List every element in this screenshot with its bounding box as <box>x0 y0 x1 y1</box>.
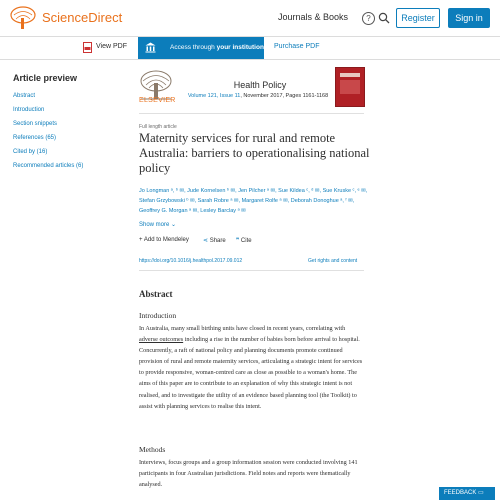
brand-name[interactable]: ScienceDirect <box>42 10 123 25</box>
methods-paragraph: Interviews, focus groups and a group information session were conducted involving 141 participants in four Australian jurisdictions. Field notes and reports were thematically analysed. <box>139 459 358 489</box>
sidebar-item-introduction[interactable]: Introduction <box>13 107 45 113</box>
introduction-paragraph <box>139 323 364 412</box>
article-toolbar <box>0 37 500 60</box>
cover-title-band <box>340 73 360 77</box>
doi-link[interactable]: https://doi.org/10.1016/j.healthpol.2017.09.012 <box>139 258 243 264</box>
access-through-institution-button[interactable] <box>138 37 264 59</box>
add-to-mendeley-label: Add to Mendeley <box>143 237 189 243</box>
adverse-outcomes-link[interactable]: adverse outcomes <box>139 336 184 344</box>
author-line[interactable]: Geoffrey G. Morgan ᵃ ✉, Lesley Barclay ᵃ ✉ <box>139 208 246 214</box>
cite-label: Cite <box>240 238 252 244</box>
help-icon[interactable]: ? <box>362 12 375 25</box>
cover-art <box>340 80 360 94</box>
intro-text-start: In Australia, many small birthing units have closed in recent years, correlating with <box>139 325 346 332</box>
intro-text-end: including a rise in the number of babies born before arrival to hospital. Concurrently, a raft of national policy and planning documents promote continued provision of rural and remote maternity services, articulating a strategic intent for services to provide responsive, woman-centred care as close as possible to a woman's home. The aims of this paper are to contribute to an explanation of why this strategic intent is not realised, and to investigate the utility of an evidence based planning tool (the Toolkit) to assist with planning services to realise this intent. <box>139 336 363 410</box>
access-prefix: Access through <box>170 44 217 51</box>
sidebar-item-recommended-articles[interactable]: Recommended articles (6) <box>13 163 84 169</box>
sidebar-item-abstract[interactable]: Abstract <box>13 93 36 99</box>
abstract-heading: Abstract <box>139 289 173 299</box>
quote-icon: ❞ <box>236 238 240 244</box>
methods-heading: Methods <box>139 445 166 454</box>
volume-issue-link[interactable]: Volume 121, Issue 11 <box>187 93 241 99</box>
access-strong: your institution <box>216 44 264 51</box>
institution-icon <box>145 42 156 53</box>
sidebar-title: Article preview <box>13 73 78 83</box>
article-type: Full length article <box>139 124 177 130</box>
show-more-label: Show more <box>139 222 170 228</box>
rights-link[interactable]: Get rights and content <box>308 258 358 264</box>
pdf-icon <box>83 42 92 53</box>
chat-bubble-icon: ▭ <box>478 490 484 496</box>
sidebar-item-references[interactable]: References (65) <box>13 135 57 141</box>
register-button[interactable]: Register <box>396 8 440 28</box>
divider <box>139 113 364 114</box>
feedback-label: FEEDBACK <box>444 490 477 496</box>
journal-title-link[interactable]: Health Policy <box>233 80 287 90</box>
access-label <box>170 44 264 51</box>
chevron-down-icon: ⌄ <box>171 222 177 228</box>
share-label: Share <box>209 238 226 244</box>
publisher-name: ELSEVIER <box>139 97 176 104</box>
search-icon[interactable] <box>378 12 390 24</box>
author-line[interactable]: Stefan Grzybowski ᵇ ✉, Sarah Robre ᵃ ✉, Margaret Rolfe ᵃ ✉, Deborah Donoghue ᵃ, ᶠ ✉, <box>139 198 355 204</box>
add-to-mendeley-button[interactable] <box>139 237 189 243</box>
share-icon: ⋖ <box>203 238 209 244</box>
introduction-heading: Introduction <box>139 311 177 320</box>
sign-in-button[interactable]: Sign in <box>448 8 490 28</box>
feedback-button[interactable] <box>439 487 495 500</box>
journal-cover-image[interactable] <box>335 67 365 107</box>
sidebar-item-cited-by[interactable]: Cited by (16) <box>13 149 48 155</box>
article-title: Maternity services for rural and remote Australia: barriers to operationalising national policy <box>139 131 370 175</box>
view-pdf-link[interactable]: View PDF <box>96 43 127 50</box>
top-header <box>0 0 500 37</box>
author-line[interactable]: Jo Longman ᵃ, ᵇ ✉, Jude Kornelsen ᵇ ✉, Jen Pilcher ᵃ ✉, Sue Kildea ᶜ, ᵈ ✉, Sue Kruske ᶜ, ᵉ ✉, <box>139 188 368 194</box>
show-more-button[interactable] <box>139 221 176 228</box>
author-list <box>139 186 369 216</box>
divider <box>139 270 364 271</box>
purchase-pdf-link[interactable]: Purchase PDF <box>274 43 320 50</box>
sidebar-item-section-snippets[interactable]: Section snippets <box>13 121 58 127</box>
volume-date-pages: , November 2017, Pages 1161-1168 <box>240 93 329 99</box>
cite-button[interactable] <box>236 237 252 244</box>
elsevier-tree-logo-icon[interactable] <box>9 6 37 30</box>
journals-books-link[interactable]: Journals & Books <box>278 12 349 22</box>
plus-icon: + <box>139 237 143 243</box>
volume-issue-line <box>173 93 343 99</box>
share-button[interactable] <box>203 237 226 244</box>
